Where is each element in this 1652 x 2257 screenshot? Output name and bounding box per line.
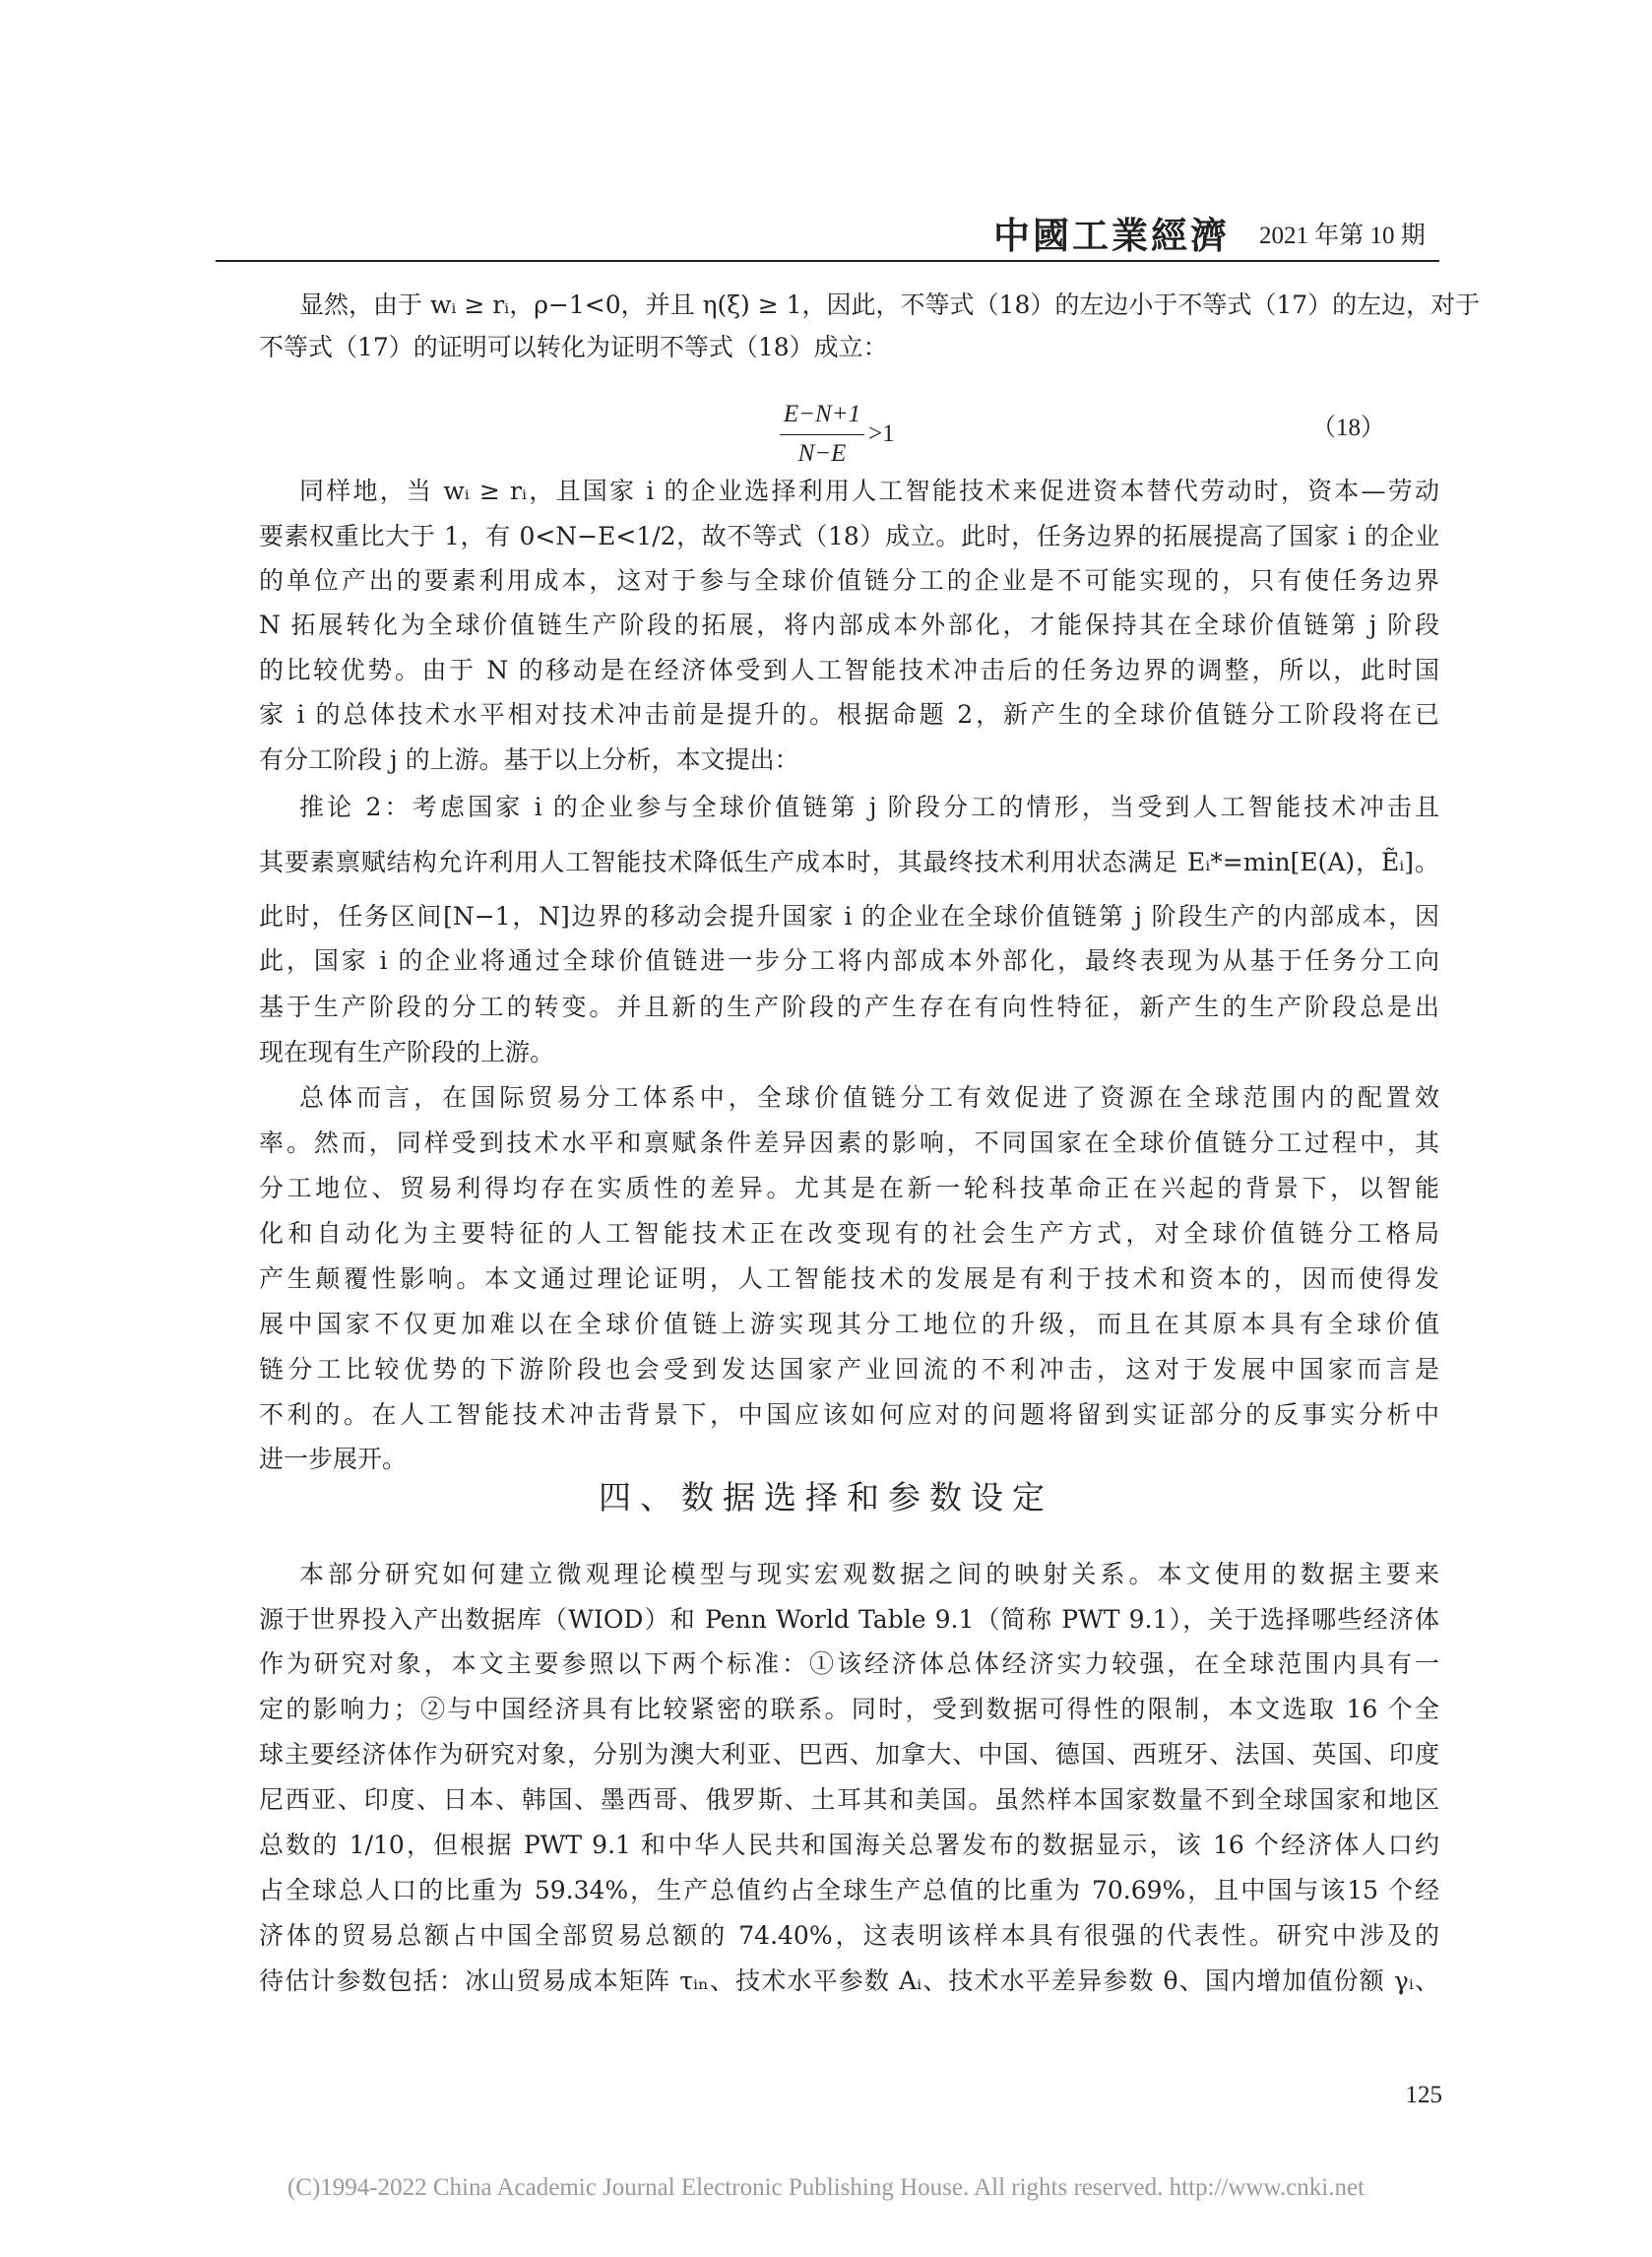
text-line: 济体的贸易总额占中国全部贸易总额的 74.40%，这表明该样本具有很强的代表性。研究中涉及的: [259, 1921, 1439, 1950]
text-line: 率。然而，同样受到技术水平和禀赋条件差异因素的影响，不同国家在全球价值链分工过程中，其: [259, 1128, 1439, 1157]
text-line: 推论 2：考虑国家 i 的企业参与全球价值链第 j 阶段分工的情形，当受到人工智能技术冲击且: [299, 793, 1439, 821]
section-title: 四、数据选择和参数设定: [599, 1478, 1053, 1516]
fraction-bar: [780, 434, 864, 435]
equation-denominator: N−E: [797, 440, 847, 467]
text-line: 不利的。在人工智能技术冲击背景下，中国应该如何应对的问题将留到实证部分的反事实分析中: [259, 1400, 1439, 1429]
text-line: 待估计参数包括：冰山贸易成本矩阵 τᵢₙ、技术水平参数 Aᵢ、技术水平差异参数 θ、国内增加值份额 γᵢ、: [259, 1967, 1439, 1995]
text-line: 进一步展开。: [259, 1445, 408, 1473]
text-line: 展中国家不仅更加难以在全球价值链上游实现其分工地位的升级，而且在其原本具有全球价值: [259, 1310, 1439, 1338]
issue-label: 2021 年第 10 期: [1259, 223, 1426, 249]
equation-label: （18）: [1311, 415, 1386, 441]
text-line: 球主要经济体作为研究对象，分别为澳大利亚、巴西、加拿大、中国、德国、西班牙、法国、英国、印度: [259, 1740, 1439, 1769]
equation-18: [778, 399, 916, 470]
text-line: 有分工阶段 j 的上游。基于以上分析，本文提出：: [259, 745, 799, 774]
text-line: 分工地位、贸易利得均存在实质性的差异。尤其是在新一轮科技革命正在兴起的背景下，以智能: [259, 1174, 1439, 1202]
text-line: 基于生产阶段的分工的转变。并且新的生产阶段的产生存在有向性特征，新产生的生产阶段总是出: [259, 993, 1439, 1021]
text-line: 定的影响力；②与中国经济具有比较紧密的联系。同时，受到数据可得性的限制，本文选取 16 个全: [259, 1695, 1439, 1723]
equation-relation: >1: [868, 420, 895, 447]
text-line: 要素权重比大于 1，有 0<N−E<1/2，故不等式（18）成立。此时，任务边界的拓展提高了国家 i 的企业: [259, 522, 1439, 550]
text-line: 其要素禀赋结构允许利用人工智能技术降低生产成本时，其最终技术利用状态满足 Eᵢ*=min[E(A)，Ẽᵢ]。: [259, 848, 1439, 876]
text-line: 不等式（17）的证明可以转化为证明不等式（18）成立：: [259, 333, 888, 361]
text-line: 化和自动化为主要特征的人工智能技术正在改变现有的社会生产方式，对全球价值链分工格局: [259, 1219, 1439, 1248]
running-header: [216, 212, 1439, 257]
text-line: 链分工比较优势的下游阶段也会受到发达国家产业回流的不利冲击，这对于发展中国家而言是: [259, 1355, 1439, 1384]
text-line: 总体而言，在国际贸易分工体系中，全球价值链分工有效促进了资源在全球范围内的配置效: [299, 1083, 1439, 1112]
equation-numerator: E−N+1: [783, 401, 861, 427]
text-line: 显然，由于 wᵢ ≥ rᵢ，ρ−1<0，并且 η(ξ) ≥ 1，因此，不等式（18）的左边小于不等式（17）的左边，对于: [299, 290, 1481, 319]
text-line: 的单位产出的要素利用成本，这对于参与全球价值链分工的企业是不可能实现的，只有使任务边界: [259, 566, 1439, 595]
page-number: 125: [1405, 2082, 1442, 2108]
text-line: 此，国家 i 的企业将通过全球价值链进一步分工将内部成本外部化，最终表现为从基于任务分工向: [259, 946, 1439, 975]
text-line: 占全球总人口的比重为 59.34%，生产总值约占全球生产总值的比重为 70.69%，且中国与该15 个经: [259, 1876, 1439, 1904]
text-line: 现在现有生产阶段的上游。: [259, 1038, 555, 1066]
text-line: 总数的 1/10，但根据 PWT 9.1 和中华人民共和国海关总署发布的数据显示，该 16 个经济体人口约: [259, 1831, 1439, 1859]
text-line: 产生颠覆性影响。本文通过理论证明，人工智能技术的发展是有利于技术和资本的，因而使得发: [259, 1264, 1439, 1293]
text-line: 家 i 的总体技术水平相对技术冲击前是提升的。根据命题 2，新产生的全球价值链分工阶段将在已: [259, 700, 1439, 729]
text-line: 此时，任务区间[N−1，N]边界的移动会提升国家 i 的企业在全球价值链第 j 阶段生产的内部成本，因: [259, 902, 1439, 931]
text-line: 同样地，当 wᵢ ≥ rᵢ，且国家 i 的企业选择利用人工智能技术来促进资本替代劳动时，资本—劳动: [299, 477, 1439, 505]
journal-logo: 中國工業經濟: [993, 214, 1230, 257]
text-line: 源于世界投入产出数据库（WIOD）和 Penn World Table 9.1（简称 PWT 9.1），关于选择哪些经济体: [259, 1605, 1439, 1634]
text-line: 的比较优势。由于 N 的移动是在经济体受到人工智能技术冲击后的任务边界的调整，所以，此时国: [259, 656, 1439, 684]
text-line: 作为研究对象，本文主要参照以下两个标准：①该经济体总体经济实力较强，在全球范围内具有一: [259, 1649, 1439, 1678]
text-line: 尼西亚、印度、日本、韩国、墨西哥、俄罗斯、土耳其和美国。虽然样本国家数量不到全球国家和地区: [259, 1785, 1439, 1814]
copyright-footer: (C)1994-2022 China Academic Journal Electronic Publishing House. All rights reserved. http://www.cnki.net: [286, 2174, 1366, 2201]
text-line: 本部分研究如何建立微观理论模型与现实宏观数据之间的映射关系。本文使用的数据主要来: [299, 1560, 1439, 1588]
text-line: N 拓展转化为全球价值链生产阶段的拓展，将内部成本外部化，才能保持其在全球价值链第 j 阶段: [259, 611, 1439, 639]
header-rule: [216, 260, 1439, 262]
